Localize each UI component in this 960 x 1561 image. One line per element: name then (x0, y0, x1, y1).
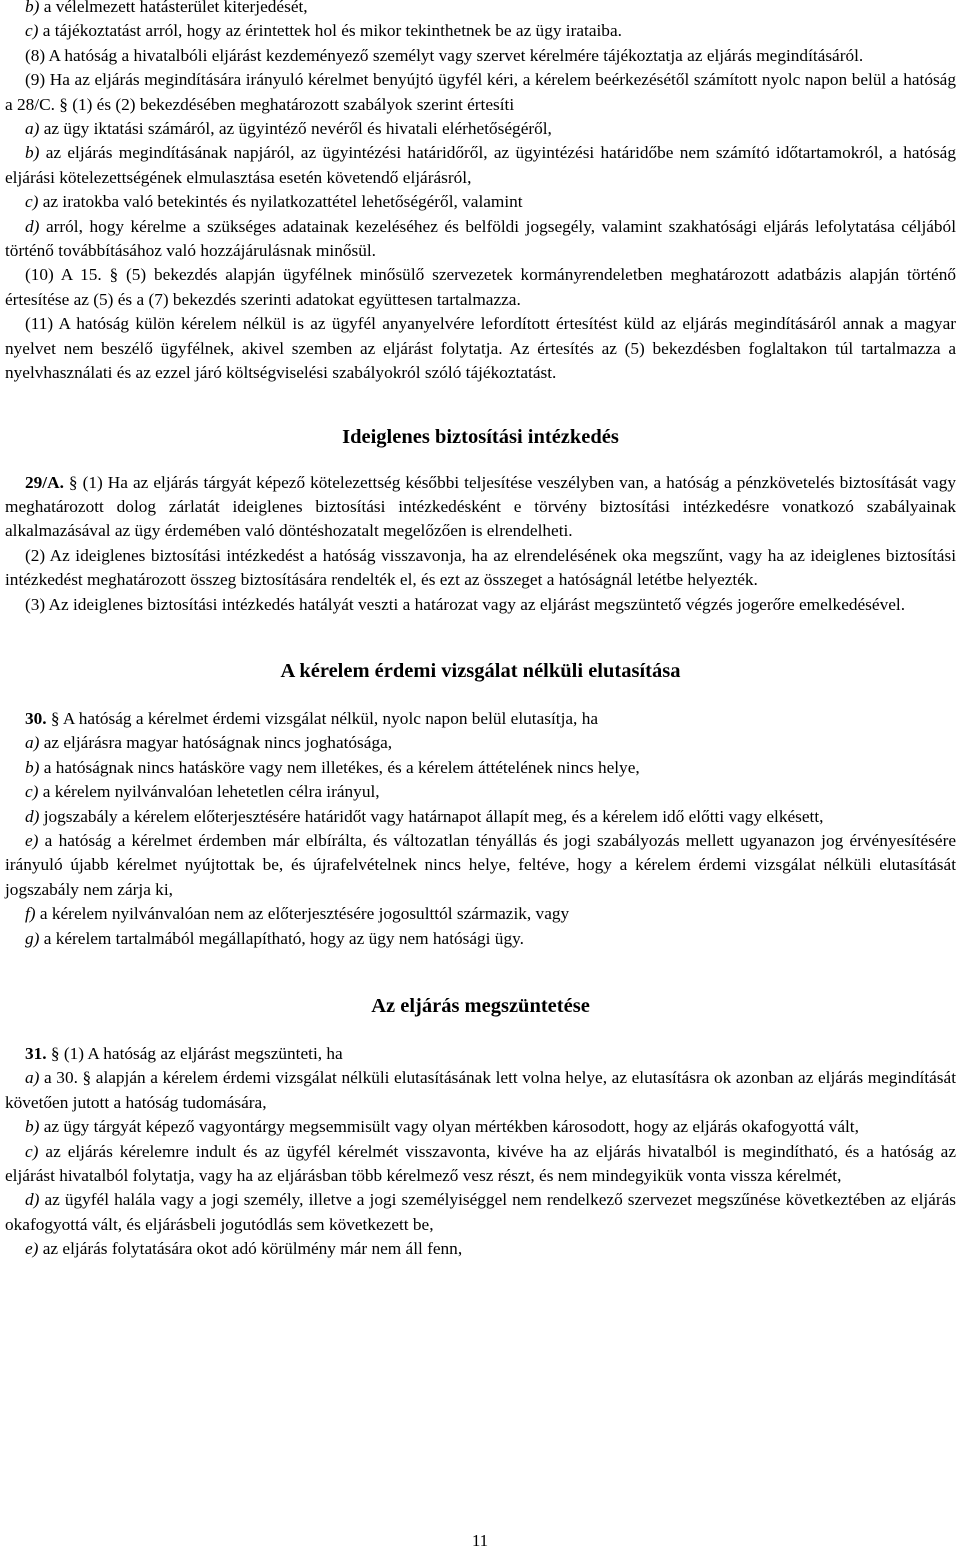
paragraph-9-d: d) arról, hogy kérelme a szükséges adatainak kezeléséhez és belföldi jogsegély, valamint szakhatósági eljárás lefolytatása céljából történő továbbításához való hozzájárulásnak minősül. (5, 216, 956, 261)
section-31-intro: 31. § (1) A hatóság az eljárást megszünteti, ha (25, 1044, 343, 1063)
section-number: 31. (25, 1044, 47, 1063)
paragraph-9: (9) Ha az eljárás megindítására irányuló kérelmet benyújtó ügyfél kéri, a kérelem beérkezésétől számított nyolc napon belül a hatóság a 28/C. § (1) és (2) bekezdésében meghatározott szabályok szerint értesíti (5, 70, 956, 114)
section-30-d: d) jogszabály a kérelem előterjesztésére határidőt vagy határnapot állapít meg, és a kérelem idő előtti vagy elkésett, (25, 806, 824, 826)
section-31-a: a) a 30. § alapján a kérelem érdemi vizsgálat nélküli elutasításának lett volna helye, az elutasításra ok azonban az eljárás megindítását követően jutott a hatóság tudomására, (5, 1068, 956, 1112)
section-heading-megszuntetes: Az eljárás megszüntetése (371, 995, 590, 1017)
section-31-c: c) az eljárás kérelemre indult és az ügyfél kérelmét visszavonta, kivéve ha az eljárás hivatalból is megindítható, és a hatóság az eljárást hivatalból folytatja, vagy ha az eljárásban több kérelmező vesz részt, és nem mindegyikük vonta vissza kérelmét, (5, 1141, 956, 1186)
document-page (5, 0, 956, 1262)
section-30-intro: 30. § A hatóság a kérelmet érdemi vizsgálat nélkül, nyolc napon belül elutasítja, ha (25, 708, 599, 728)
paragraph-9-b: b) az eljárás megindításának napjáról, az ügyintézési határidőről, az ügyintézési határidőbe nem számító időtartamokról, a hatóság eljárási kötelezettségének elmulasztása esetén követendő eljárásról, (5, 143, 956, 187)
list-item-c: c) a tájékoztatást arról, hogy az érintettek hol és mikor tekinthetnek be az ügy irataiba. (25, 21, 622, 41)
section-30-c: c) a kérelem nyilvánvalóan lehetetlen célra irányul, (25, 782, 380, 802)
section-29a-paragraph-2: (2) Az ideiglenes biztosítási intézkedést a hatóság visszavonja, ha az elrendelésének oka megszűnt, vagy ha az ideiglenes biztosítási intézkedést meghatározott összeg biztosítására rendelték el, és ezt az összeget a hatóságnál letétbe helyezték. (5, 545, 956, 590)
section-30-f: f) a kérelem nyilvánvalóan nem az előterjesztésére jogosulttól származik, vagy (25, 904, 570, 924)
section-31-e: e) az eljárás folytatására okot adó körülmény már nem áll fenn, (25, 1239, 463, 1259)
section-31-d: d) az ügyfél halála vagy a jogi személy, illetve a jogi személyiséggel nem rendelkező szervezet megszűnése következtében az eljárás okafogyottá vált, és eljárásbeli jogutódlás sem következett be, (5, 1190, 956, 1234)
paragraph-9-a: a) az ügy iktatási számáról, az ügyintéző nevéről és hivatali elérhetőségéről, (25, 119, 552, 139)
paragraph-8: (8) A hatóság a hivatalbóli eljárást kezdeményező személyt vagy szervet kérelmére tájékoztatja az eljárás megindításáról. (25, 45, 864, 65)
paragraph-9-c: c) az iratokba való betekintés és nyilatkozattétel lehetőségéről, valamint (25, 192, 523, 212)
section-heading-elutasitas: A kérelem érdemi vizsgálat nélküli elutasítása (280, 659, 681, 682)
page-number: 11 (471, 1531, 489, 1550)
section-30-b: b) a hatóságnak nincs hatásköre vagy nem illetékes, és a kérelem áttételének nincs helye, (25, 757, 640, 777)
section-number: 30. (25, 708, 47, 728)
section-30-a: a) az eljárásra magyar hatóságnak nincs joghatósága, (25, 733, 393, 753)
paragraph-11: (11) A hatóság külön kérelem nélkül is az ügyfél anyanyelvére lefordított értesítést küld az eljárás megindításáról annak a magyar nyelvet nem beszélő ügyfélnek, akivel szemben az eljárást folytatja. Az értesítés az (5) bekezdésben foglaltakon túl tartalmazza a nyelvhasználati és az ezzel járó költségviselési szabályokról szóló tájékoztatást. (5, 314, 956, 383)
section-number: 29/A. (25, 472, 64, 492)
section-30-g: g) a kérelem tartalmából megállapítható, hogy az ügy nem hatósági ügy. (25, 928, 524, 948)
section-30-e: e) a hatóság a kérelmet érdemben már elbírálta, és változatlan tényállás és jogi szabályozás mellett ugyanazon jog érvényesítésére irányuló újabb kérelmet nyújtottak be, és újrafelvételnek nincs helye, feltéve, hogy a kérelem érdemi vizsgálat nélküli elutasítását jogszabály nem zárja ki, (5, 830, 956, 899)
paragraph-10: (10) A 15. § (5) bekezdés alapján ügyfélnek minősülő szervezetek kormányrendeletben meghatározott adatbázis alapján történő értesítése az (5) és a (7) bekezdés szerinti adatokat együttesen tartalmazza. (5, 265, 956, 309)
section-31-b: b) az ügy tárgyát képező vagyontárgy megsemmisült vagy olyan mértékben károsodott, hogy az eljárás okafogyottá vált, (25, 1117, 859, 1137)
list-item-b: b) a vélelmezett hatásterület kiterjedését, (25, 0, 308, 16)
section-heading-ideiglenes: Ideiglenes biztosítási intézkedés (342, 425, 619, 448)
section-29a-paragraph-1: 29/A. § (1) Ha az eljárás tárgyát képező kötelezettség későbbi teljesítése veszélyben van, a hatóság a pénzkövetelés biztosítását vagy meghatározott dolog zárlatát ideiglenes biztosítási intézkedésként e törvény biztosítási intézkedésre vonatkozó szabályainak alkalmazásával az ügy érdemében való döntéshozatalt megelőzően is elrendelheti. (5, 472, 956, 541)
section-29a-paragraph-3: (3) Az ideiglenes biztosítási intézkedés hatályát veszti a határozat vagy az eljárást megszüntető végzés jogerőre emelkedésével. (25, 594, 906, 614)
